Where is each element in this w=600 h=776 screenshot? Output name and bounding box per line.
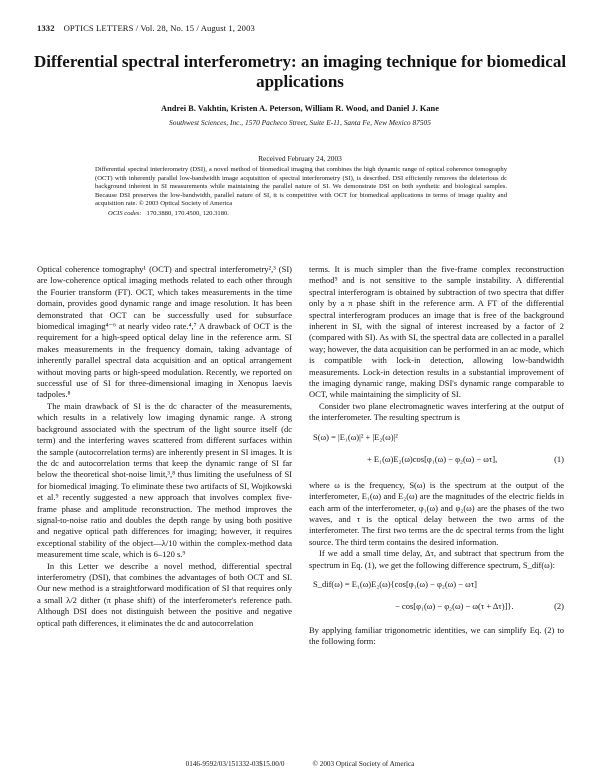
paragraph: where ω is the frequency, S(ω) is the spectrum at the output of the interferometer, E₁(ω) and E₂(ω) are the magnitudes of the electric fields in each arm of the interferometer, φ₁(ω) and φ₂(ω) are the phases of the two waves, and τ is the optical delay between the two arms of the interferometer. The first two terms are the dc spectral terms from the light source. The third term contains the desired information. [309, 479, 564, 547]
affiliation: Southwest Sciences, Inc., 1570 Pacheco Street, Suite E-11, Santa Fe, New Mexico 87505 [169, 118, 431, 127]
equation-line: S_dif(ω) = E₁(ω)E₂(ω){cos[φ₁(ω) − φ₂(ω) − ωτ] [313, 578, 477, 589]
equation-number: (2) [554, 600, 564, 611]
running-header [37, 23, 255, 33]
left-column [37, 264, 292, 629]
abstract [95, 166, 507, 219]
abstract-text: Differential spectral interferometry (DSI), a novel method of biomedical imaging that combines the high dynamic range of optical coherence tomography (OCT) with inherently parallel low-bandwidth image acquisition of spectral interferometry (SI), is described. DSI efficiently removes the deleterious dc background inherent in SI measurements while maintaining the parallel nature of SI. We demonstrate DSI on both synthetic and biological samples. Because DSI preserves the low-bandwidth, parallel nature of SI, it is competitive with OCT for biomedical applications in terms of image quality and acquisition rate. © 2003 Optical Society of America [95, 166, 507, 208]
paragraph: The main drawback of SI is the dc character of the measurements, which results in a relatively low imaging dynamic range. A strong background associated with the spectrum of the light source itself (dc term) and the interfering waves scattered from different surfaces within the sample (autocorrelation terms) are inherently present in SI images. It is the dc and autocorrelation terms that keep the dynamic range of SI far below the theoretical shot-noise limit,³,⁸ thus limiting the usefulness of SI for biomedical imaging. To eliminate these two artifacts of SI, Wojtkowski et al.⁹ recently suggested a new approach that involves complex five-frame phase and amplitude reconstruction. The method improves the signal-to-noise ratio and doubles the depth range by using both positive and negative optical path differences for imaging; however, it requires exceptional stability of the object—λ/10 within the complex-method data measurement time scale, which is 6–120 s.⁹ [37, 400, 292, 560]
footer-copyright: © 2003 Optical Society of America [312, 760, 415, 768]
paragraph: If we add a small time delay, Δτ, and subtract that spectrum from the spectrum in Eq. (1), we get the following difference spectrum, S_dif(ω): [309, 548, 564, 570]
received-date: Received February 24, 2003 [258, 154, 342, 163]
equation-number: (1) [554, 453, 564, 464]
page-footer [20, 760, 580, 768]
journal-citation: OPTICS LETTERS / Vol. 28, No. 15 / August 1, 2003 [63, 23, 255, 33]
paper-title: Differential spectral interferometry: an imaging technique for biomedical applications [33, 52, 567, 91]
ocis-codes [95, 210, 507, 219]
right-column [309, 264, 564, 648]
equation-1 [309, 430, 564, 480]
equation-line: − cos[φ₁(ω) − φ₂(ω) − ω(τ + Δτ)]}. [395, 600, 514, 611]
equation-line: S(ω) = |E₁(ω)|² + |E₂(ω)|² [313, 431, 398, 442]
footer-code: 0146-9592/03/151332-03$15.00/0 [185, 760, 285, 768]
paragraph: By applying familiar trigonometric identities, we can simplify Eq. (2) to the following form: [309, 624, 564, 647]
page-number: 1332 [37, 23, 55, 33]
ocis-values: 170.3880, 170.4500, 120.3180. [146, 209, 229, 217]
paragraph: terms. It is much simpler than the five-frame complex reconstruction method⁹ and is not sensitive to the sample instability. A differential spectral interferogram is obtained by subtraction of two spectra that differ only by a π phase shift in the reference arm. A FT of the differential spectral interferogram produces an image that is free of the background inherent in SI, with the signal of interest increased by a factor of 2 (compared with SI). As with SI, the spectral data are collected in a parallel way; however, the data acquisition can be performed in an ac mode, which is compatible with lock-in detection, allowing low-bandwidth measurements. Lock-in detection results in a substantial improvement of the imaging dynamic range, making DSI's dynamic range comparable to OCT, while maintaining the simplicity of SI. [309, 264, 564, 400]
equation-line: + E₁(ω)E₂(ω)cos[φ₁(ω) − φ₂(ω) − ωτ], [367, 453, 498, 464]
paragraph: Consider two plane electromagnetic waves interfering at the output of the interferometer. The resulting spectrum is [309, 400, 564, 423]
paragraph: Optical coherence tomography¹ (OCT) and spectral interferometry²,³ (SI) are low-coherence optical imaging methods related to each other through the Fourier transform (FT). OCT, which takes measurements in the time domain, provides good dynamic range and image resolution. It has been demonstrated that OCT can be successfully used for subsurface biomedical imaging⁴⁻⁶ at nearly video rate.⁴,⁷ A drawback of OCT is the requirement for a high-speed optical delay line in the reference arm. SI makes measurements in the frequency domain, taking advantage of inherently parallel spectral data acquisition and an optical arrangement without moving parts or high-speed modulation. Recently, we reported on successful use of SI for three-dimensional imaging in Xenopus laevis tadpoles.⁸ [37, 264, 292, 400]
paragraph: In this Letter we describe a novel method, differential spectral interferometry (DSI), that combines the advantages of both OCT and SI. Our new method is a straightforward modification of SI that requires only a small λ/2 dither (π phase shift) of the interferometer's reference path. Although DSI does not distinguish between the positive and negative optical path differences, it eliminates the dc and autocorrelation [37, 560, 292, 628]
author-list: Andrei B. Vakhtin, Kristen A. Peterson, William R. Wood, and Daniel J. Kane [161, 104, 439, 113]
equation-2 [309, 577, 564, 625]
ocis-label: OCIS codes: [108, 209, 142, 217]
